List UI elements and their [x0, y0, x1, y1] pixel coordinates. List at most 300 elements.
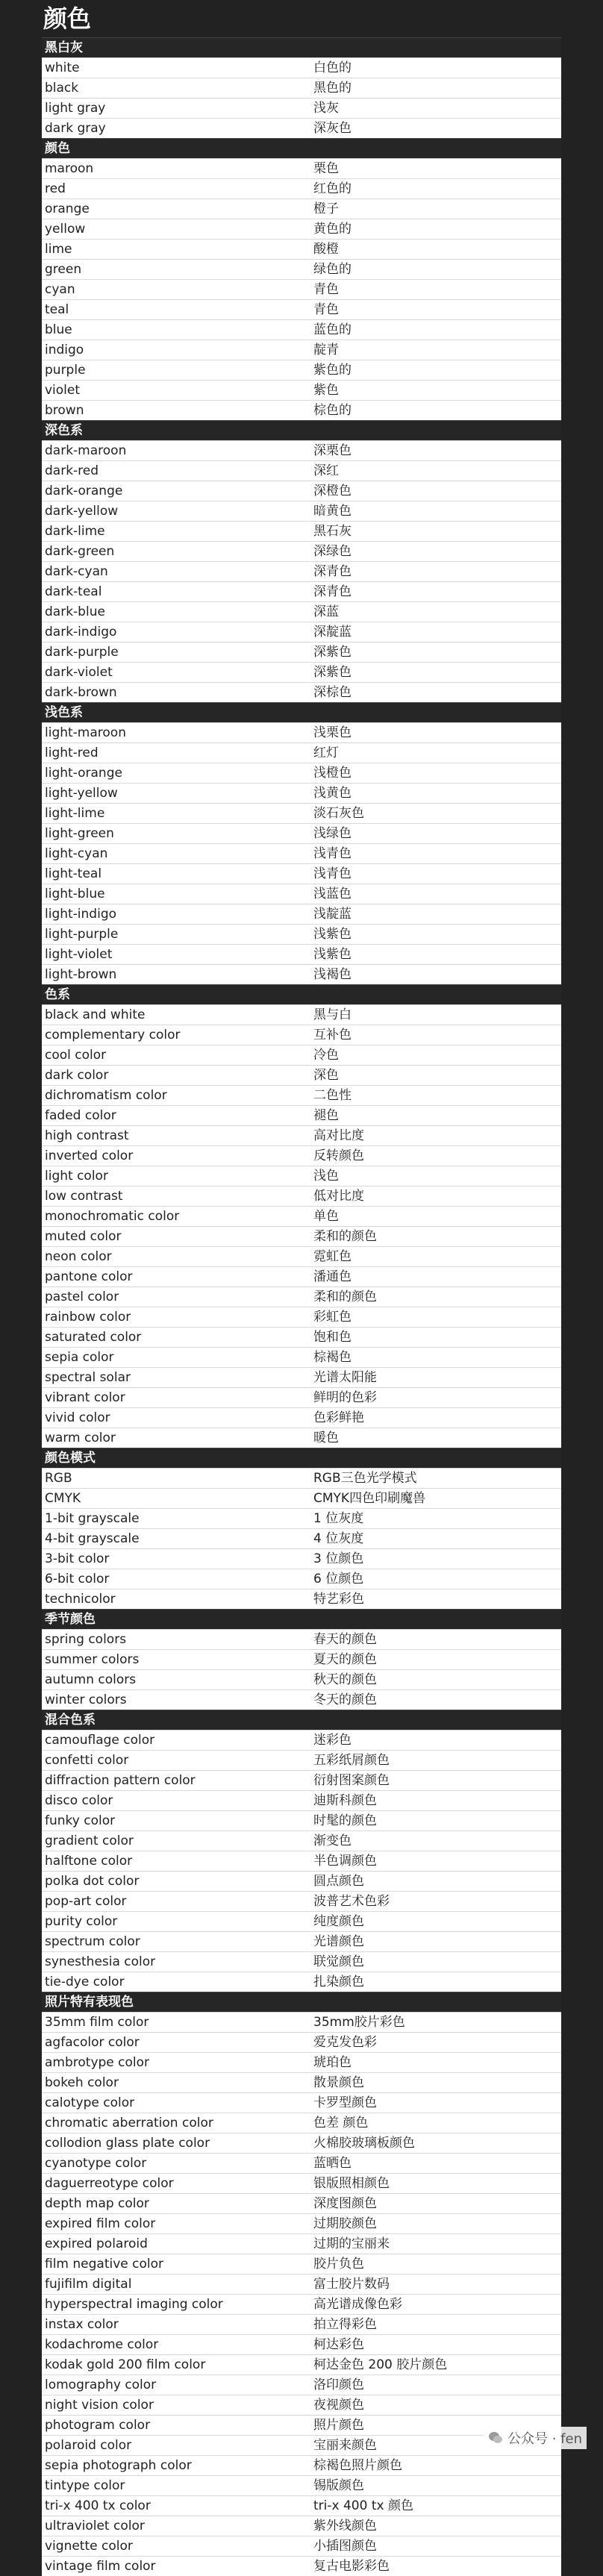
chinese-term: 深绿色	[310, 542, 561, 561]
table-row	[42, 1810, 561, 1831]
english-term: neon color	[42, 1247, 310, 1266]
table-row	[42, 1508, 561, 1528]
chinese-term: 复古电影彩色	[310, 2557, 561, 2576]
chinese-term: 暖色	[310, 1428, 561, 1448]
english-term: confetti color	[42, 1751, 310, 1770]
chinese-term: 绿色的	[310, 260, 561, 279]
chinese-term: 秋天的颜色	[310, 1670, 561, 1689]
chinese-term: 白色的	[310, 58, 561, 78]
chinese-term: 柔和的颜色	[310, 1287, 561, 1307]
english-term: rainbow color	[42, 1307, 310, 1327]
english-term: polaroid color	[42, 2436, 310, 2455]
english-term: technicolor	[42, 1589, 310, 1609]
chinese-term: 黑与白	[310, 1005, 561, 1025]
english-term: sepia photograph color	[42, 2456, 310, 2475]
table-row	[42, 1246, 561, 1266]
english-term: instax color	[42, 2315, 310, 2334]
english-term: light-yellow	[42, 784, 310, 803]
table-row	[42, 763, 561, 783]
english-term: light-red	[42, 743, 310, 763]
table-row	[42, 2032, 561, 2052]
table-row	[42, 1790, 561, 1810]
table-row	[42, 2113, 561, 2133]
chinese-term: tri-x 400 tx 颜色	[310, 2496, 561, 2516]
chinese-term: 紫外线颜色	[310, 2516, 561, 2536]
english-term: polka dot color	[42, 1872, 310, 1891]
table-row	[42, 2455, 561, 2475]
chinese-term: 富士胶片数码	[310, 2275, 561, 2294]
table-row	[42, 1166, 561, 1186]
english-term: light-purple	[42, 925, 310, 944]
table-row	[42, 239, 561, 259]
chinese-term: 青色	[310, 300, 561, 319]
table-row	[42, 1689, 561, 1710]
chinese-term: 胶片负色	[310, 2254, 561, 2274]
table-row	[42, 2233, 561, 2254]
english-term: inverted color	[42, 1146, 310, 1166]
english-term: dark-maroon	[42, 441, 310, 460]
english-term: black and white	[42, 1005, 310, 1025]
chinese-term: 夏天的颜色	[310, 1650, 561, 1669]
chinese-term: 黄色的	[310, 219, 561, 239]
english-term: dark-brown	[42, 683, 310, 702]
chinese-term: 黑石灰	[310, 522, 561, 541]
english-term: kodak gold 200 film color	[42, 2355, 310, 2375]
english-term: monochromatic color	[42, 1207, 310, 1226]
chinese-term: 浅灰	[310, 99, 561, 118]
table-row	[42, 2012, 561, 2032]
table-row	[42, 279, 561, 299]
english-term: light-green	[42, 824, 310, 843]
chinese-term: 浅紫色	[310, 925, 561, 944]
table-row	[42, 380, 561, 400]
english-term: dark-blue	[42, 602, 310, 622]
chinese-term: 浅蓝色	[310, 884, 561, 904]
english-term: collodion glass plate color	[42, 2133, 310, 2153]
table-row	[42, 1085, 561, 1105]
table-row	[42, 1911, 561, 1931]
chinese-term: 银版照相颜色	[310, 2174, 561, 2193]
english-term: blue	[42, 320, 310, 340]
english-term: vivid color	[42, 1408, 310, 1428]
english-term: dark gray	[42, 119, 310, 138]
table-row	[42, 2516, 561, 2536]
table-row	[42, 1206, 561, 1226]
english-term: light-brown	[42, 965, 310, 984]
english-term: photogram color	[42, 2416, 310, 2435]
chinese-term: 浅青色	[310, 844, 561, 863]
english-term: lime	[42, 240, 310, 259]
table-row	[42, 1105, 561, 1125]
chinese-term: 35mm胶片彩色	[310, 2013, 561, 2032]
english-term: night vision color	[42, 2395, 310, 2415]
chinese-term: 火棉胶玻璃板颜色	[310, 2133, 561, 2153]
table-row	[42, 1730, 561, 1750]
chinese-term: 深度图颜色	[310, 2194, 561, 2213]
english-term: depth map color	[42, 2194, 310, 2213]
english-term: lomography color	[42, 2375, 310, 2395]
chinese-term: 黑色的	[310, 78, 561, 98]
chinese-term: 深色	[310, 1066, 561, 1085]
table-row	[42, 601, 561, 622]
wechat-watermark-label: 公众号 · fen	[507, 2428, 582, 2448]
chinese-term: 栗色	[310, 159, 561, 178]
chinese-term: 红灯	[310, 743, 561, 763]
chinese-term: 深靛蓝	[310, 622, 561, 642]
table-row	[42, 1629, 561, 1649]
chinese-term: 波普艺术色彩	[310, 1892, 561, 1911]
chinese-term: CMYK四色印刷魔兽	[310, 1489, 561, 1508]
english-term: dark-purple	[42, 643, 310, 662]
chinese-term: 锡版颜色	[310, 2476, 561, 2495]
english-term: disco color	[42, 1791, 310, 1810]
table-row	[42, 1569, 561, 1589]
chinese-term: 棕褐色	[310, 1348, 561, 1367]
chinese-term: 3 位颜色	[310, 1549, 561, 1569]
table-row	[42, 78, 561, 98]
table-row	[42, 541, 561, 561]
table-row	[42, 904, 561, 924]
english-term: dichromatism color	[42, 1086, 310, 1105]
section-header: 黑白灰	[42, 37, 561, 57]
chinese-term: 纯度颜色	[310, 1912, 561, 1931]
table-row	[42, 2314, 561, 2334]
chinese-term: 深蓝	[310, 602, 561, 622]
english-term: spectrum color	[42, 1932, 310, 1951]
english-term: light-indigo	[42, 904, 310, 924]
table-row	[42, 2072, 561, 2092]
table-row	[42, 2556, 561, 2576]
table-row	[42, 1468, 561, 1488]
chinese-term: 照片颜色	[310, 2416, 561, 2435]
english-term: warm color	[42, 1428, 310, 1448]
english-term: saturated color	[42, 1328, 310, 1347]
chinese-term: 深紫色	[310, 663, 561, 682]
chinese-term: 柯达彩色	[310, 2335, 561, 2354]
section-header: 混合色系	[42, 1710, 561, 1730]
table-row	[42, 561, 561, 581]
table-row	[42, 1186, 561, 1206]
english-term: ambrotype color	[42, 2053, 310, 2072]
chinese-term: 洛印颜色	[310, 2375, 561, 2395]
table-row	[42, 924, 561, 944]
table-row	[42, 340, 561, 360]
chinese-term: 红色的	[310, 179, 561, 198]
color-glossary-table	[42, 37, 561, 2576]
chinese-term: 酸橙	[310, 240, 561, 259]
english-term: dark-yellow	[42, 501, 310, 521]
english-term: spring colors	[42, 1630, 310, 1649]
table-row	[42, 1750, 561, 1770]
chinese-term: 时髦的颜色	[310, 1811, 561, 1831]
chinese-term: 6 位颜色	[310, 1569, 561, 1589]
chinese-term: 高对比度	[310, 1126, 561, 1145]
english-term: synesthesia color	[42, 1952, 310, 1972]
english-term: pop-art color	[42, 1892, 310, 1911]
table-row	[42, 1145, 561, 1166]
table-row	[42, 460, 561, 481]
chinese-term: 浅紫色	[310, 945, 561, 964]
table-row	[42, 722, 561, 743]
chinese-term: 光谱太阳能	[310, 1368, 561, 1387]
english-term: light-cyan	[42, 844, 310, 863]
chinese-term: 暗黄色	[310, 501, 561, 521]
english-term: winter colors	[42, 1690, 310, 1710]
table-row	[42, 1226, 561, 1246]
table-row	[42, 823, 561, 843]
chinese-term: 深紫色	[310, 643, 561, 662]
english-term: pantone color	[42, 1267, 310, 1287]
chinese-term: 联觉颜色	[310, 1952, 561, 1972]
table-row	[42, 2354, 561, 2375]
chinese-term: 青色	[310, 280, 561, 299]
chinese-term: 棕褐色照片颜色	[310, 2456, 561, 2475]
table-row	[42, 2254, 561, 2274]
english-term: agfacolor color	[42, 2033, 310, 2052]
table-row	[42, 2274, 561, 2294]
table-row	[42, 803, 561, 823]
chinese-term: 柯达金色 200 胶片颜色	[310, 2355, 561, 2375]
table-row	[42, 481, 561, 501]
table-row	[42, 501, 561, 521]
table-row	[42, 1025, 561, 1045]
table-row	[42, 2213, 561, 2233]
english-term: light color	[42, 1166, 310, 1186]
table-row	[42, 400, 561, 420]
table-row	[42, 1488, 561, 1508]
table-row	[42, 118, 561, 138]
section-header: 深色系	[42, 420, 561, 440]
table-row	[42, 98, 561, 118]
table-row	[42, 622, 561, 642]
english-term: sepia color	[42, 1348, 310, 1367]
table-row	[42, 1004, 561, 1025]
chinese-term: 半色调颜色	[310, 1851, 561, 1871]
table-row	[42, 662, 561, 682]
section-header: 浅色系	[42, 702, 561, 722]
table-row	[42, 1266, 561, 1287]
english-term: 6-bit color	[42, 1569, 310, 1589]
english-term: funky color	[42, 1811, 310, 1831]
chinese-term: 浅橙色	[310, 763, 561, 783]
table-row	[42, 1347, 561, 1367]
chinese-term: 宝丽来颜色	[310, 2436, 561, 2455]
english-term: 1-bit grayscale	[42, 1509, 310, 1528]
table-row	[42, 1548, 561, 1569]
chinese-term: 特艺彩色	[310, 1589, 561, 1609]
chinese-term: 小插图颜色	[310, 2536, 561, 2556]
english-term: film negative color	[42, 2254, 310, 2274]
table-row	[42, 1891, 561, 1911]
english-term: RGB	[42, 1469, 310, 1488]
chinese-term: 互补色	[310, 1025, 561, 1045]
chinese-term: 饱和色	[310, 1328, 561, 1347]
table-row	[42, 1287, 561, 1307]
table-row	[42, 1407, 561, 1428]
english-term: vibrant color	[42, 1388, 310, 1407]
chinese-term: 1 位灰度	[310, 1509, 561, 1528]
chinese-term: 琥珀色	[310, 2053, 561, 2072]
chinese-term: 散景颜色	[310, 2073, 561, 2092]
table-row	[42, 1065, 561, 1085]
table-row	[42, 2052, 561, 2072]
english-term: expired polaroid	[42, 2234, 310, 2254]
chinese-term: 圆点颜色	[310, 1872, 561, 1891]
english-term: light-violet	[42, 945, 310, 964]
english-term: black	[42, 78, 310, 98]
english-term: faded color	[42, 1106, 310, 1125]
english-term: diffraction pattern color	[42, 1771, 310, 1790]
chinese-term: 春天的颜色	[310, 1630, 561, 1649]
english-term: dark-lime	[42, 522, 310, 541]
chinese-term: 色彩鲜艳	[310, 1408, 561, 1428]
english-term: bokeh color	[42, 2073, 310, 2092]
english-term: 35mm film color	[42, 2013, 310, 2032]
english-term: light-orange	[42, 763, 310, 783]
chinese-term: 深灰色	[310, 119, 561, 138]
chinese-term: 过期的宝丽来	[310, 2234, 561, 2254]
table-row	[42, 521, 561, 541]
table-row	[42, 2375, 561, 2395]
english-term: light gray	[42, 99, 310, 118]
chinese-term: 深青色	[310, 582, 561, 601]
chinese-term: 霓虹色	[310, 1247, 561, 1266]
table-row	[42, 944, 561, 964]
table-row	[42, 1951, 561, 1972]
english-term: spectral solar	[42, 1368, 310, 1387]
chinese-term: 渐变色	[310, 1831, 561, 1851]
chinese-term: 过期胶颜色	[310, 2214, 561, 2233]
english-term: light-teal	[42, 864, 310, 884]
english-term: fujifilm digital	[42, 2275, 310, 2294]
chinese-term: 深橙色	[310, 481, 561, 501]
chinese-term: 蓝色的	[310, 320, 561, 340]
english-term: indigo	[42, 340, 310, 360]
english-term: kodachrome color	[42, 2335, 310, 2354]
table-row	[42, 581, 561, 601]
chinese-term: 柔和的颜色	[310, 1227, 561, 1246]
table-row	[42, 2153, 561, 2173]
table-row	[42, 964, 561, 984]
section-header: 颜色模式	[42, 1448, 561, 1468]
chinese-term: 紫色	[310, 381, 561, 400]
table-row	[42, 198, 561, 219]
english-term: low contrast	[42, 1187, 310, 1206]
chinese-term: 扎染颜色	[310, 1972, 561, 1992]
chinese-term: 反转颜色	[310, 1146, 561, 1166]
english-term: 4-bit grayscale	[42, 1529, 310, 1548]
english-term: teal	[42, 300, 310, 319]
table-row	[42, 319, 561, 340]
table-row	[42, 2334, 561, 2354]
english-term: light-blue	[42, 884, 310, 904]
wechat-watermark	[484, 2427, 587, 2449]
table-row	[42, 1972, 561, 1992]
chinese-term: 色差 颜色	[310, 2113, 561, 2133]
table-row	[42, 2395, 561, 2415]
page-title: 颜色	[0, 0, 603, 37]
chinese-term: 褪色	[310, 1106, 561, 1125]
chinese-term: 浅青色	[310, 864, 561, 884]
table-row	[42, 1528, 561, 1548]
english-term: tri-x 400 tx color	[42, 2496, 310, 2516]
chinese-term: 卡罗型颜色	[310, 2093, 561, 2113]
table-row	[42, 2475, 561, 2495]
chinese-term: 高光谱成像色彩	[310, 2295, 561, 2314]
english-term: dark-cyan	[42, 562, 310, 581]
english-term: camouflage color	[42, 1731, 310, 1750]
table-row	[42, 2193, 561, 2213]
chinese-term: 冷色	[310, 1045, 561, 1065]
section-header: 颜色	[42, 138, 561, 158]
chinese-term: 浅栗色	[310, 723, 561, 743]
table-row	[42, 299, 561, 319]
chinese-term: 单色	[310, 1207, 561, 1226]
chinese-term: 二色性	[310, 1086, 561, 1105]
english-term: dark-indigo	[42, 622, 310, 642]
chinese-term: 迪斯科颜色	[310, 1791, 561, 1810]
chinese-term: 彩虹色	[310, 1307, 561, 1327]
section-header: 照片特有表现色	[42, 1992, 561, 2012]
table-row	[42, 1831, 561, 1851]
english-term: muted color	[42, 1227, 310, 1246]
chinese-term: 五彩纸屑颜色	[310, 1751, 561, 1770]
english-term: halftone color	[42, 1851, 310, 1871]
chinese-term: 深红	[310, 461, 561, 481]
chinese-term: RGB三色光学模式	[310, 1469, 561, 1488]
english-term: CMYK	[42, 1489, 310, 1508]
english-term: autumn colors	[42, 1670, 310, 1689]
english-term: maroon	[42, 159, 310, 178]
english-term: vignette color	[42, 2536, 310, 2556]
english-term: tintype color	[42, 2476, 310, 2495]
table-row	[42, 1770, 561, 1790]
table-row	[42, 863, 561, 884]
table-row	[42, 2092, 561, 2113]
chinese-term: 低对比度	[310, 1187, 561, 1206]
english-term: expired film color	[42, 2214, 310, 2233]
chinese-term: 浅绿色	[310, 824, 561, 843]
chinese-term: 浅黄色	[310, 784, 561, 803]
english-term: calotype color	[42, 2093, 310, 2113]
chinese-term: 棕色的	[310, 401, 561, 420]
english-term: light-maroon	[42, 723, 310, 743]
table-row	[42, 1589, 561, 1609]
chinese-term: 衍射图案颜色	[310, 1771, 561, 1790]
table-row	[42, 1367, 561, 1387]
chinese-term: 鲜明的色彩	[310, 1388, 561, 1407]
english-term: brown	[42, 401, 310, 420]
english-term: dark-red	[42, 461, 310, 481]
chinese-term: 淡石灰色	[310, 804, 561, 823]
chinese-term: 深青色	[310, 562, 561, 581]
chinese-term: 冬天的颜色	[310, 1690, 561, 1710]
table-row	[42, 158, 561, 178]
chinese-term: 深棕色	[310, 683, 561, 702]
english-term: gradient color	[42, 1831, 310, 1851]
english-term: summer colors	[42, 1650, 310, 1669]
chinese-term: 夜视颜色	[310, 2395, 561, 2415]
table-row	[42, 1327, 561, 1347]
table-row	[42, 2536, 561, 2556]
english-term: light-lime	[42, 804, 310, 823]
english-term: dark-violet	[42, 663, 310, 682]
english-term: white	[42, 58, 310, 78]
table-row	[42, 219, 561, 239]
table-row	[42, 1931, 561, 1951]
chinese-term: 深栗色	[310, 441, 561, 460]
english-term: purple	[42, 360, 310, 380]
